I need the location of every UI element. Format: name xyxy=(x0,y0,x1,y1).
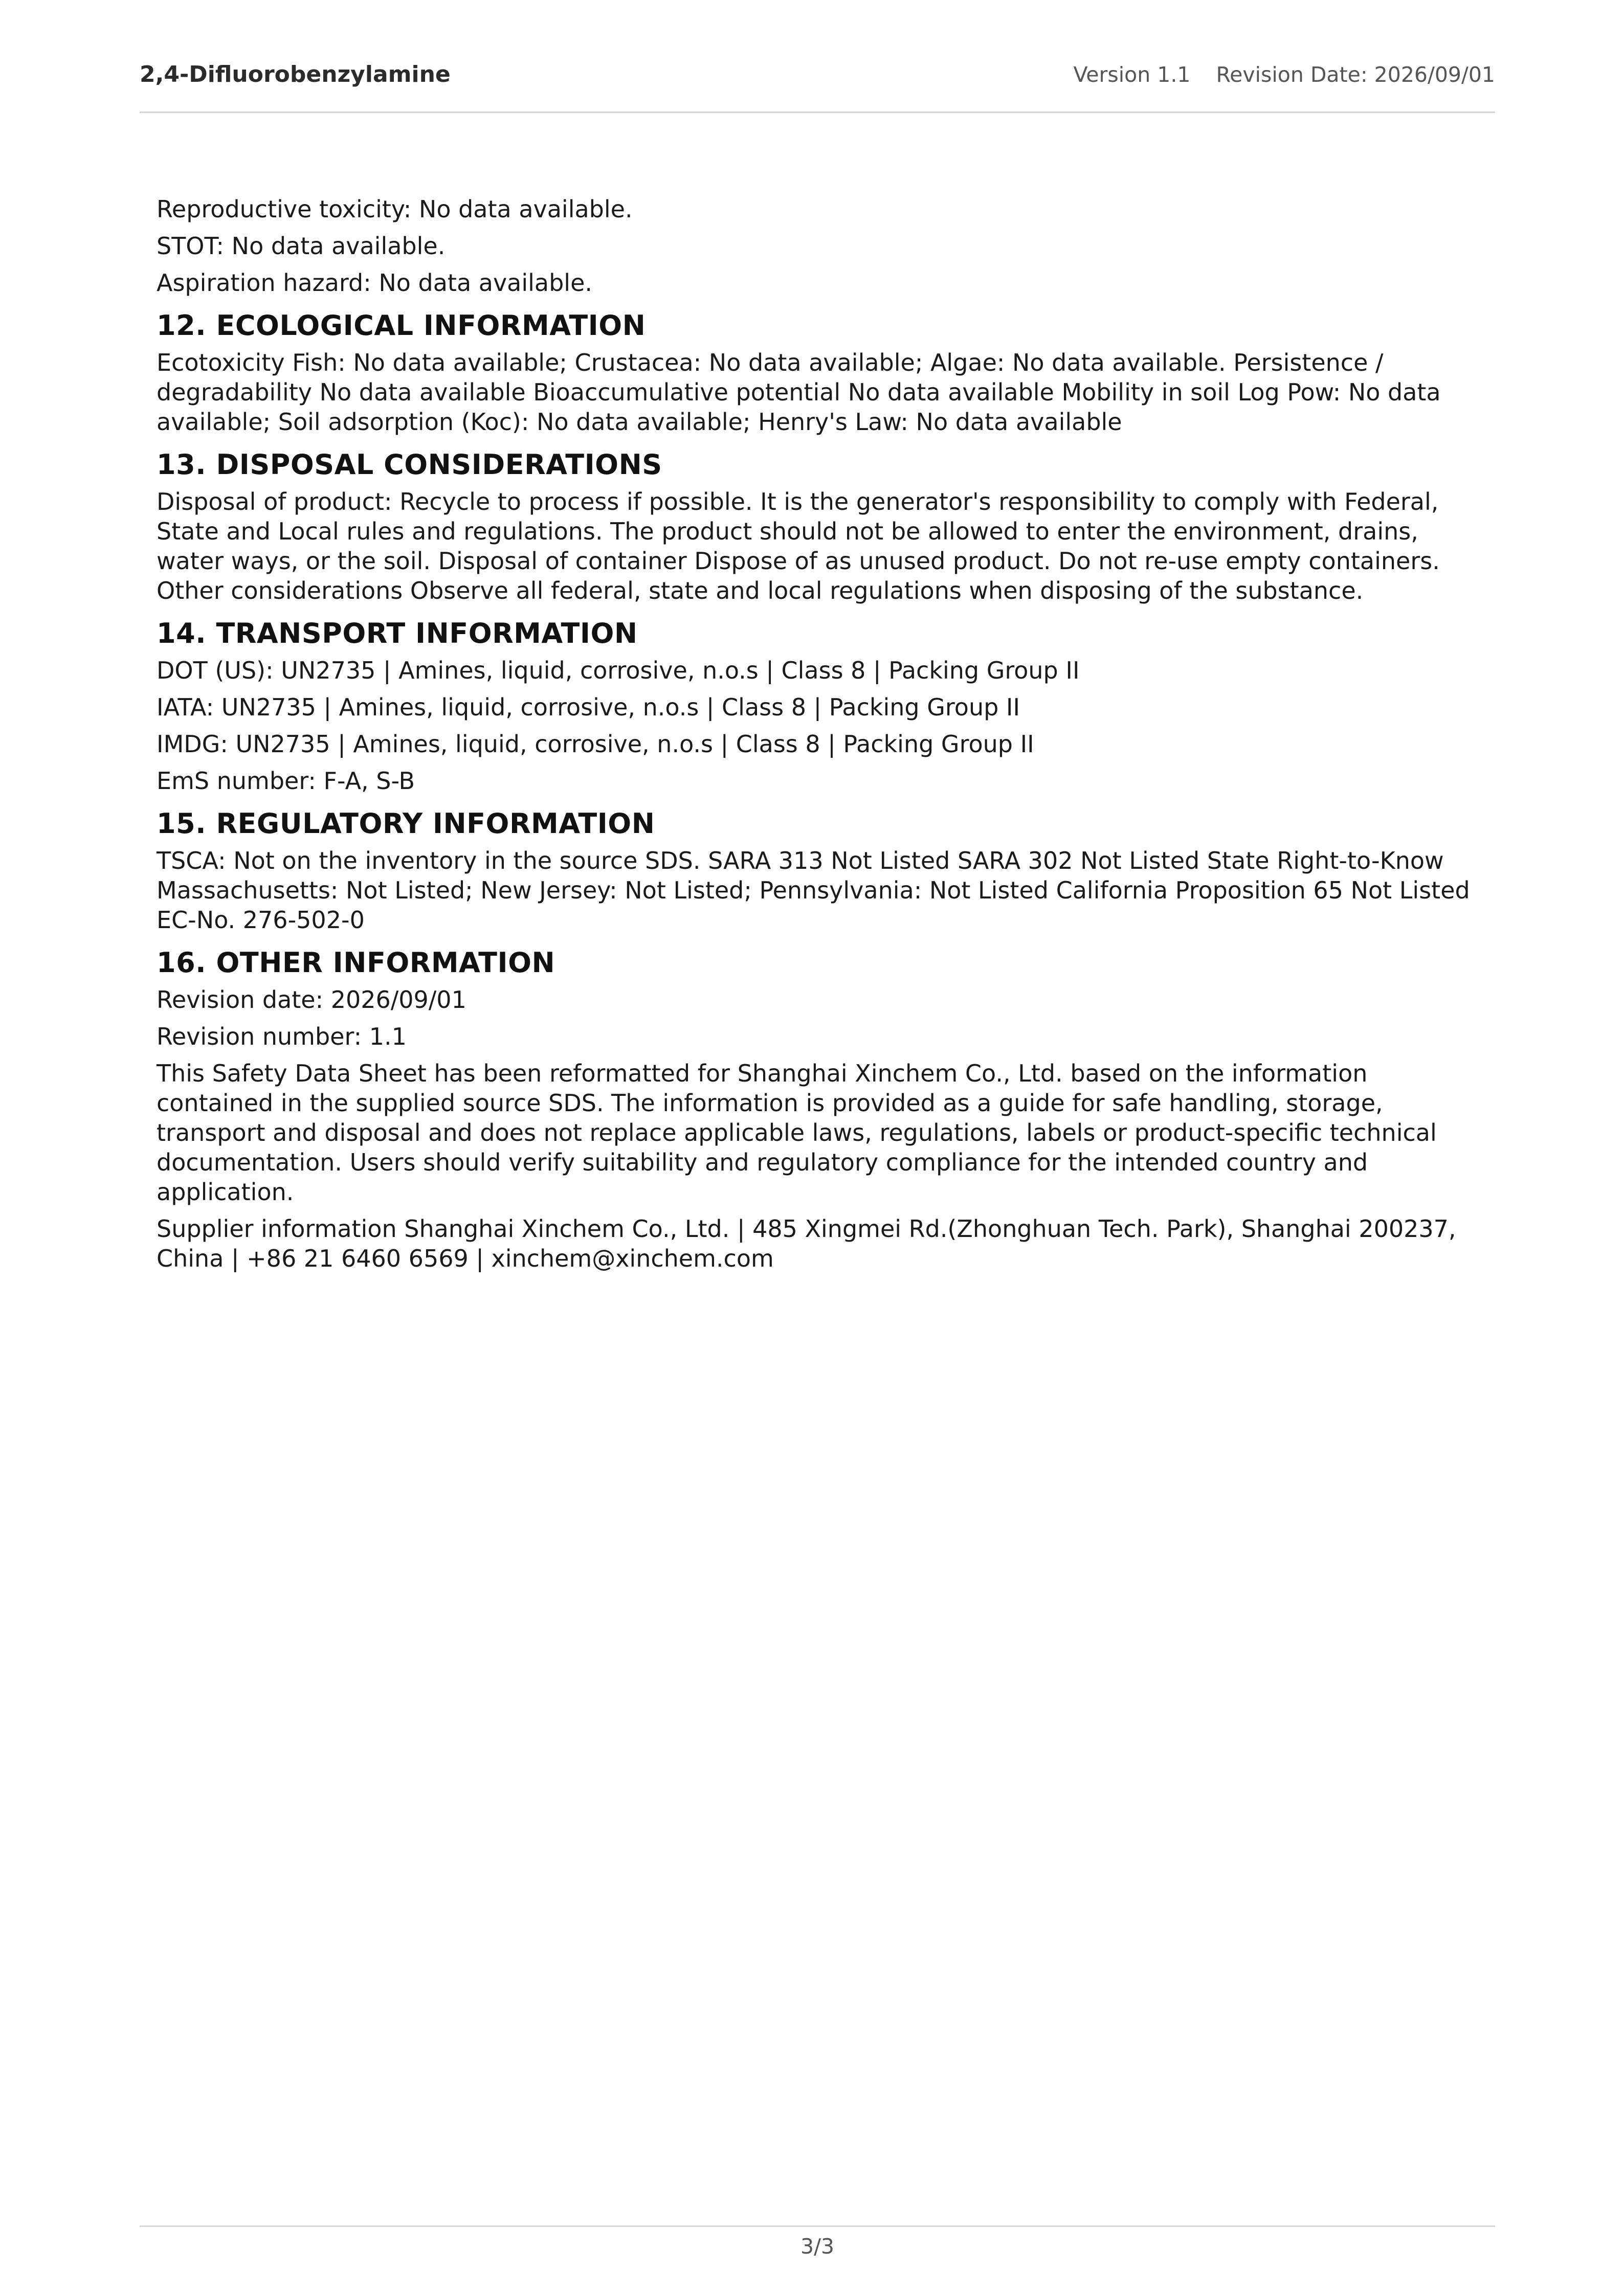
section-regulatory-information xyxy=(157,807,1486,935)
revision-date-label: Revision Date: 2026/09/01 xyxy=(1216,62,1495,87)
revision-number-text: Revision number: 1.1 xyxy=(157,1023,407,1050)
document-body xyxy=(157,194,1486,1280)
dot-transport-text: DOT (US): UN2735 | Amines, liquid, corrosive, n.o.s | Class 8 | Packing Group II xyxy=(157,657,1080,684)
page-header xyxy=(140,57,1495,113)
revision-date-text: Revision date: 2026/09/01 xyxy=(157,986,466,1014)
section-heading: 15. REGULATORY INFORMATION xyxy=(157,807,655,840)
ecotoxicity-text: Ecotoxicity Fish: No data available; Crustacea: No data available; Algae: No data available. Persistence / degradability No data available Bioaccumulative potential No data available Mobility in soil Log Pow: No data available; Soil adsorption (Koc): No data available; Henry's Law: No data available xyxy=(157,349,1441,436)
disposal-text: Disposal of product: Recycle to process if possible. It is the generator's responsibility to comply with Federal, State and Local rules and regulations. The product should not be allowed to enter the environment, drains, water ways, or the soil. Disposal of container Dispose of as unused product. Do not re-use empty containers. Other considerations Observe all federal, state and local regulations when disposing of the substance. xyxy=(157,488,1440,604)
section-other-information xyxy=(157,946,1486,1273)
section-transport-information xyxy=(157,617,1486,796)
version-label: Version 1.1 xyxy=(1073,62,1191,87)
section-heading: 16. OTHER INFORMATION xyxy=(157,947,555,979)
regulatory-text: TSCA: Not on the inventory in the source SDS. SARA 313 Not Listed SARA 302 Not Listed State Right-to-Know Massachusetts: Not Listed; New Jersey: Not Listed; Pennsylvania: Not Listed California Proposition 65 Not Listed EC-No. 276-502-0 xyxy=(157,847,1470,934)
disclaimer-text: This Safety Data Sheet has been reformatted for Shanghai Xinchem Co., Ltd. based on the information contained in the supplied source SDS. The information is provided as a guide for safe handling, storage, transport and disposal and does not replace applicable laws, regulations, labels or product-specific technical documentation. Users should verify suitability and regulatory compliance for the intended country and application. xyxy=(157,1060,1437,1206)
section-heading: 14. TRANSPORT INFORMATION xyxy=(157,617,638,649)
imdg-transport-text: IMDG: UN2735 | Amines, liquid, corrosive, n.o.s | Class 8 | Packing Group II xyxy=(157,730,1034,758)
section-heading: 13. DISPOSAL CONSIDERATIONS xyxy=(157,448,662,481)
page-footer xyxy=(140,2225,1495,2259)
stot-text: STOT: No data available. xyxy=(157,232,446,260)
header-meta xyxy=(1073,62,1495,87)
section-heading: 12. ECOLOGICAL INFORMATION xyxy=(157,309,646,342)
ems-number-text: EmS number: F-A, S-B xyxy=(157,767,415,795)
section-ecological-information xyxy=(157,309,1486,437)
page-number: 3/3 xyxy=(800,2234,834,2259)
section-disposal-considerations xyxy=(157,448,1486,605)
toxicology-continuation xyxy=(157,194,1486,298)
supplier-information-text: Supplier information Shanghai Xinchem Co., Ltd. | 485 Xingmei Rd.(Zhonghuan Tech. Park), Shanghai 200237, China | +86 21 6460 6569 | xinchem@xinchem.com xyxy=(157,1215,1456,1272)
reproductive-toxicity-text: Reproductive toxicity: No data available. xyxy=(157,195,633,223)
iata-transport-text: IATA: UN2735 | Amines, liquid, corrosive, n.o.s | Class 8 | Packing Group II xyxy=(157,693,1020,721)
aspiration-hazard-text: Aspiration hazard: No data available. xyxy=(157,269,593,297)
document-title: 2,4-Difluorobenzylamine xyxy=(140,61,451,87)
